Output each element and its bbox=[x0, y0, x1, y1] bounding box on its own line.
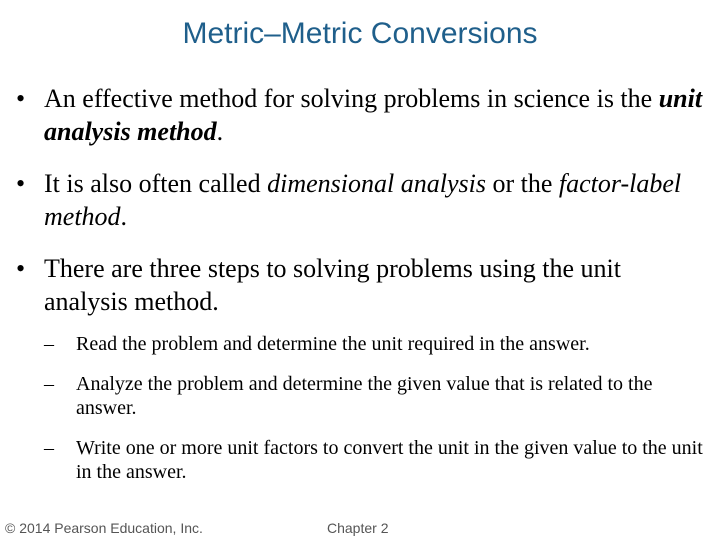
bullet-text: There are three steps to solving problems using the unit analysis method. bbox=[44, 254, 621, 316]
subbullet-text: Write one or more unit factors to convert the unit in the given value to the unit in the answer. bbox=[76, 437, 703, 483]
bullet-text-segment: An effective method for solving problems in science is the bbox=[44, 84, 659, 113]
bullet-list bbox=[16, 82, 706, 503]
bullet-text-segment: . bbox=[216, 117, 224, 146]
bullet-text-segment: It is also often called bbox=[44, 169, 268, 198]
subbullet-list bbox=[44, 332, 706, 484]
subbullet-item-2 bbox=[44, 372, 716, 420]
copyright-footer: © 2014 Pearson Education, Inc. bbox=[5, 520, 203, 536]
subbullet-text: Analyze the problem and determine the given value that is related to the answer. bbox=[76, 373, 653, 419]
emphasis-term: unit analysis method bbox=[44, 84, 703, 146]
italic-term: dimensional analysis bbox=[267, 169, 486, 198]
subbullet-item-1 bbox=[44, 332, 716, 356]
subbullet-marker: – bbox=[44, 333, 54, 355]
bullet-text-segment: or the bbox=[485, 169, 559, 198]
bullet-text-segment: . bbox=[120, 202, 128, 231]
bullet-text bbox=[44, 169, 681, 231]
bullet-marker: • bbox=[16, 84, 26, 113]
bullet-text bbox=[44, 84, 702, 146]
bullet-item-2 bbox=[16, 167, 706, 233]
subbullet-marker: – bbox=[44, 373, 54, 395]
bullet-item-1 bbox=[16, 82, 706, 148]
bullet-marker: • bbox=[16, 169, 26, 198]
bullet-marker: • bbox=[16, 254, 26, 283]
italic-term: factor-label method bbox=[44, 169, 682, 231]
subbullet-item-3 bbox=[44, 436, 716, 484]
bullet-item-3 bbox=[16, 252, 706, 484]
subbullet-marker: – bbox=[44, 437, 54, 459]
chapter-footer: Chapter 2 bbox=[327, 520, 389, 536]
slide-title: Metric–Metric Conversions bbox=[182, 17, 538, 50]
subbullet-text: Read the problem and determine the unit required in the answer. bbox=[76, 333, 590, 355]
